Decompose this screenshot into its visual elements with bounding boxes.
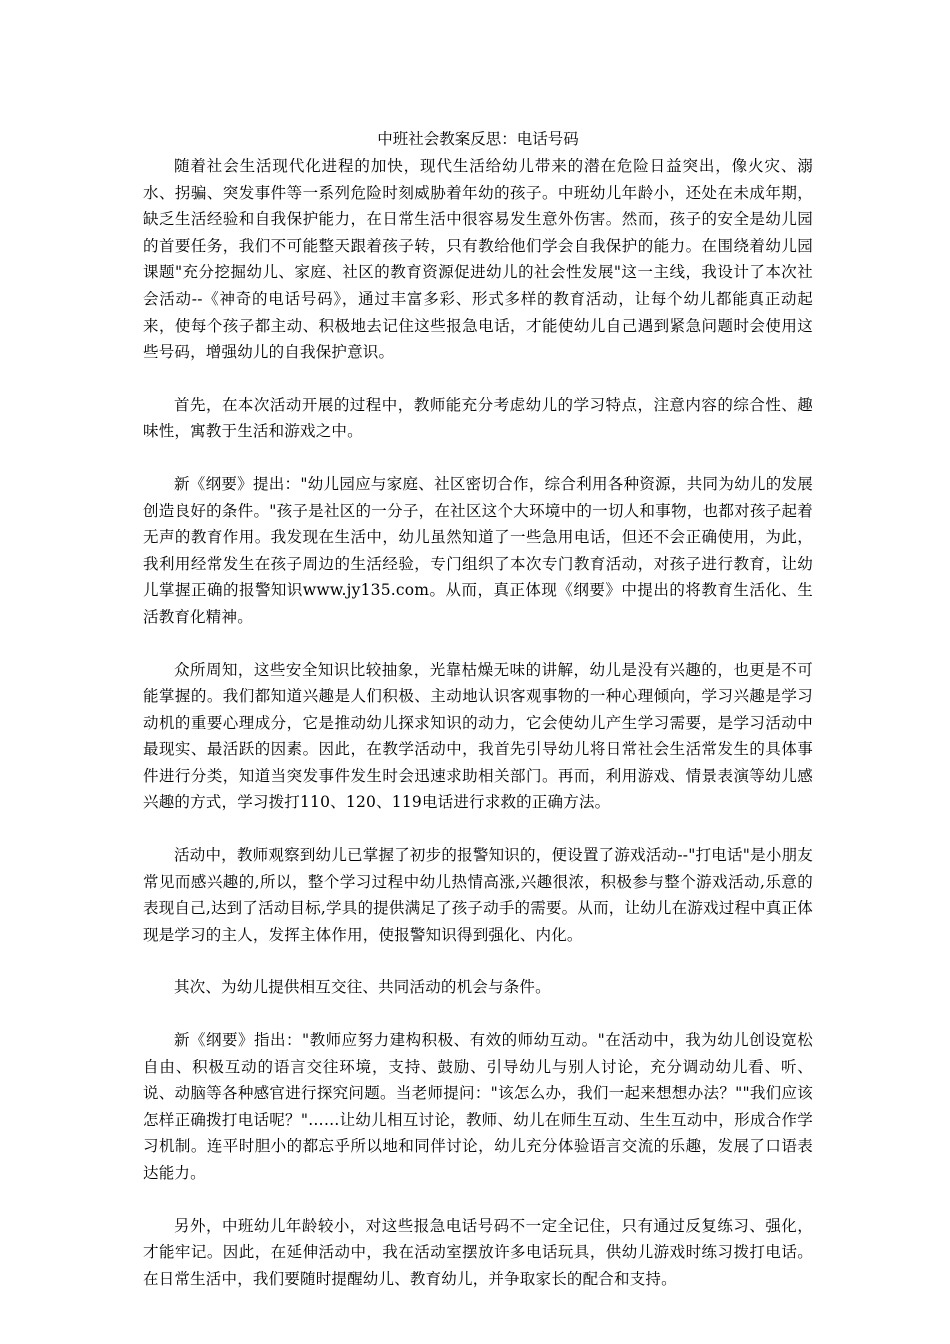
paragraph-first-point: 首先，在本次活动开展的过程中，教师能充分考虑幼儿的学习特点，注意内容的综合性、趣味性，寓教于生活和游戏之中。	[143, 395, 813, 441]
paragraph-guideline-quote: 新《纲要》提出："幼儿园应与家庭、社区密切合作，综合利用各种资源，共同为幼儿的发展创造良好的条件。"孩子是社区的一分子，在社区这个大环境中的一切人和事物，也都对孩子起着无声的教育作用。我发现在生活中，幼儿虽然知道了一些急用电话，但还不会正确使用，为此，我利用经常发生在孩子周边的生活经验，专门组织了本次专门教育活动，对孩子进行教育，让幼儿掌握正确的报警知识www.jy135.com。从而，真正体现《纲要》中提出的将教育生活化、生活教育化精神。	[143, 474, 813, 626]
document-title: 中班社会教案反思：电话号码	[377, 130, 579, 148]
paragraph-intro: 随着社会生活现代化进程的加快，现代生活给幼儿带来的潜在危险日益突出，像火灾、溺水、拐骗、突发事件等一系列危险时刻威胁着年幼的孩子。中班幼儿年龄小，还处在未成年期，缺乏生活经验和自我保护能力，在日常生活中很容易发生意外伤害。然而，孩子的安全是幼儿园的首要任务，我们不可能整天跟着孩子转，只有教给他们学会自我保护的能力。在围绕着幼儿园课题"充分挖掘幼儿、家庭、社区的教育资源促进幼儿的社会性发展"这一主线，我设计了本次社会活动--《神奇的电话号码》，通过丰富多彩、形式多样的教育活动，让每个幼儿都能真正动起来，使每个孩子都主动、积极地去记住这些报急电话，才能使幼儿自己遇到紧急问题时会使用这些号码，增强幼儿的自我保护意识。	[143, 157, 813, 362]
paragraph-game-activity: 活动中，教师观察到幼儿已掌握了初步的报警知识的，便设置了游戏活动--"打电话"是小朋友常见而感兴趣的,所以，整个学习过程中幼儿热情高涨,兴趣很浓，积极参与整个游戏活动,乐意的表现自己,达到了活动目标,学具的提供满足了孩子动手的需要。从而，让幼儿在游戏过程中真正体现是学习的主人，发挥主体作用，使报警知识得到强化、内化。	[143, 846, 813, 944]
paragraph-second-point: 其次、为幼儿提供相互交往、共同活动的机会与条件。	[174, 978, 551, 997]
paragraph-interaction: 新《纲要》指出："教师应努力建构积极、有效的师幼互动。"在活动中，我为幼儿创设宽松自由、积极互动的语言交往环境，支持、鼓励、引导幼儿与别人讨论，充分调动幼儿看、听、说、动脑等各种感官进行探究问题。当老师提问："该怎么办，我们一起来想想办法？""我们应该怎样正确拨打电话呢？"……让幼儿相互讨论，教师、幼儿在师生互动、生生互动中，形成合作学习机制。连平时胆小的都忘乎所以地和同伴讨论，幼儿充分体验语言交流的乐趣，发展了口语表达能力。	[143, 1031, 813, 1182]
paragraph-interest: 众所周知，这些安全知识比较抽象，光靠枯燥无味的讲解，幼儿是没有兴趣的，也更是不可能掌握的。我们都知道兴趣是人们积极、主动地认识客观事物的一种心理倾向，学习兴趣是学习动机的重要心理成分，它是推动幼儿探求知识的动力，它会使幼儿产生学习需要，是学习活动中最现实、最活跃的因素。因此，在教学活动中，我首先引导幼儿将日常社会生活常发生的具体事件进行分类，知道当突发事件发生时会迅速求助相关部门。再而，利用游戏、情景表演等幼儿感兴趣的方式，学习拨打110、120、119电话进行求救的正确方法。	[143, 660, 813, 812]
paragraph-extension: 另外，中班幼儿年龄较小，对这些报急电话号码不一定全记住，只有通过反复练习、强化，才能牢记。因此，在延伸活动中，我在活动室摆放许多电话玩具，供幼儿游戏时练习拨打电话。在日常生活中，我们要随时提醒幼儿、教育幼儿，并争取家长的配合和支持。	[143, 1216, 813, 1288]
document-page	[143, 126, 813, 1318]
